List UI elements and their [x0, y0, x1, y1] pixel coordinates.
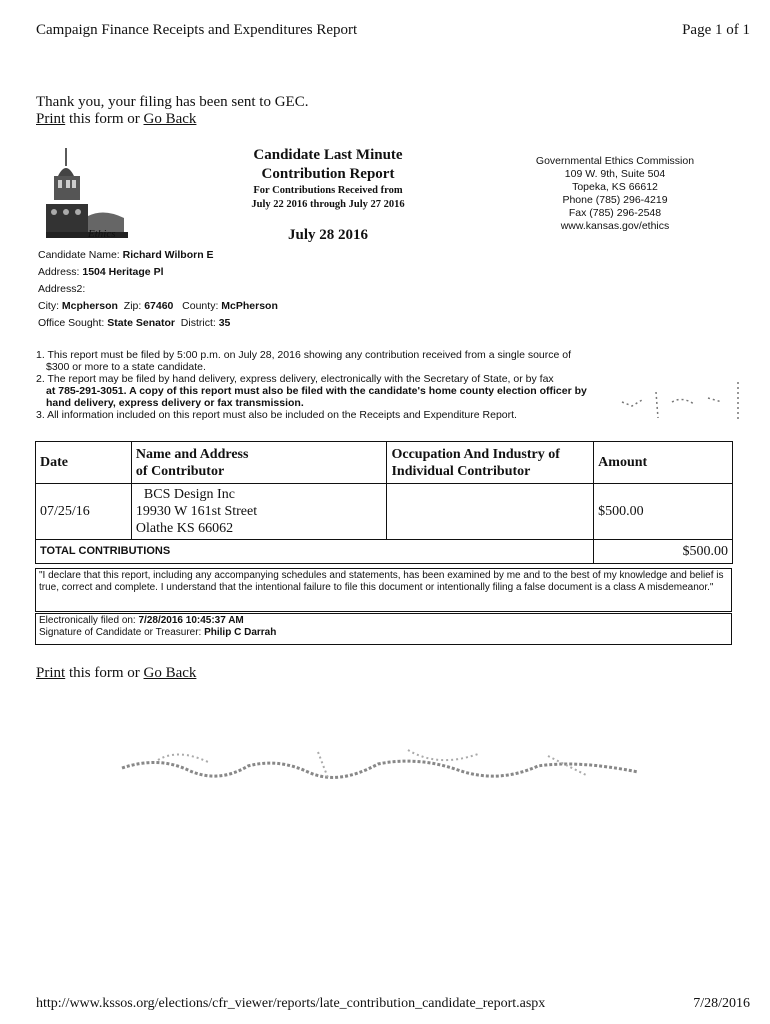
- candidate-address2-row: Address2:: [38, 283, 86, 295]
- district-label: District:: [180, 317, 219, 329]
- note-2a: 2. The report may be filed by hand delivery, express delivery, electronically with the Secretary of State, or by fax: [36, 373, 554, 385]
- ethics-logo: [44, 146, 130, 246]
- go-back-link-bottom[interactable]: Go Back: [143, 665, 197, 681]
- candidate-zip: 67460: [144, 300, 174, 312]
- scan-artifact-signature: [118, 738, 648, 788]
- report-subtitle-2: July 22 2016 through July 27 2016: [251, 199, 405, 210]
- filed-timestamp: 7/28/2016 10:45:37 AM: [138, 615, 244, 626]
- signature-name: Philip C Darrah: [204, 627, 277, 638]
- go-back-link[interactable]: Go Back: [143, 111, 197, 127]
- header-occupation-line1: Occupation And Industry of: [391, 446, 560, 462]
- county-label: County:: [182, 300, 222, 312]
- header-name-line2: of Contributor: [135, 463, 225, 479]
- declaration-box: "I declare that this report, including any accompanying schedules and statements, has been examined by me and to the best of my knowledge and belief is true, correct and complete. I understand that the intentional failure to file this document or intentionally filing a false document is a class A misdemeanor.": [35, 568, 732, 612]
- candidate-name-label: Candidate Name:: [38, 249, 123, 261]
- candidate-county: McPherson: [221, 300, 278, 312]
- footer-url: http://www.kssos.org/elections/cfr_viewer/reports/late_contribution_candidate_report.aspx: [36, 996, 546, 1011]
- filing-instructions: [36, 349, 636, 421]
- signature-row: [39, 627, 728, 639]
- candidate-name: Richard Wilborn E: [122, 249, 214, 261]
- contributor-city: Olathe KS 66062: [135, 521, 234, 536]
- row-contributor: [131, 484, 387, 540]
- signature-label: Signature of Candidate or Treasurer:: [39, 627, 205, 638]
- total-row: [36, 540, 733, 564]
- signature-box: [35, 613, 732, 645]
- logo-text: Ethics: [88, 228, 116, 240]
- filed-row: [39, 615, 728, 627]
- office-label: Office Sought:: [38, 317, 108, 329]
- confirmation-message: Thank you, your filing has been sent to GEC.: [36, 94, 309, 110]
- agency-fax: Fax (785) 296-2548: [568, 207, 662, 219]
- row-date: 07/25/16: [36, 484, 132, 540]
- candidate-city: Mcpherson: [61, 300, 118, 312]
- header-occupation: [387, 442, 594, 484]
- candidate-address-row: [38, 264, 278, 281]
- candidate-district: 35: [218, 317, 231, 329]
- agency-name: Governmental Ethics Commission: [535, 155, 695, 167]
- header-occupation-line2: Individual Contributor: [391, 463, 531, 479]
- print-link[interactable]: Print: [36, 111, 66, 127]
- row-amount: $500.00: [594, 484, 733, 540]
- report-date: July 28 2016: [287, 227, 368, 243]
- agency-web: www.kansas.gov/ethics: [560, 220, 670, 232]
- header-name-line1: Name and Address: [135, 446, 249, 462]
- row-occupation: [387, 484, 594, 540]
- candidate-office: State Senator: [107, 317, 175, 329]
- header-name: [131, 442, 387, 484]
- agency-block: [520, 155, 710, 233]
- note-1b: $300 or more to a state candidate.: [46, 361, 206, 373]
- candidate-info: [38, 247, 278, 332]
- scan-noise: [612, 372, 762, 424]
- note-1a: 1. This report must be filed by 5:00 p.m. on July 28, 2016 showing any contribution received from a single source of: [36, 349, 572, 361]
- total-label: TOTAL CONTRIBUTIONS: [36, 540, 594, 564]
- table-row: [36, 484, 733, 540]
- contributor-name: BCS Design Inc: [143, 487, 235, 502]
- print-header-title: Campaign Finance Receipts and Expenditures Report: [36, 22, 358, 38]
- header-date: Date: [36, 442, 132, 484]
- report-title-block: [228, 146, 428, 245]
- note-2b: at 785-291-3051. A copy of this report must also be filed with the candidate's home county election officer by: [46, 385, 587, 397]
- report-title-2: Contribution Report: [261, 166, 395, 182]
- contributor-street: 19930 W 161st Street: [135, 504, 258, 519]
- filed-label: Electronically filed on:: [39, 615, 139, 626]
- agency-address1: 109 W. 9th, Suite 504: [564, 168, 666, 180]
- capitol-icon: [44, 146, 130, 246]
- address-label: Address:: [38, 266, 83, 278]
- agency-phone: Phone (785) 296-4219: [562, 194, 668, 206]
- agency-address2: Topeka, KS 66612: [572, 181, 658, 193]
- top-links: [36, 111, 196, 128]
- total-amount: $500.00: [594, 540, 733, 564]
- zip-label: Zip:: [123, 300, 145, 312]
- contributions-table: [35, 441, 733, 564]
- print-link-bottom[interactable]: Print: [36, 665, 66, 681]
- candidate-name-row: [38, 247, 278, 264]
- note-3: 3. All information included on this report must also be included on the Receipts and Expenditure Report.: [36, 409, 517, 421]
- note-2c: hand delivery, express delivery or fax transmission.: [46, 397, 304, 409]
- bottom-links: [36, 665, 196, 682]
- print-header-page: Page 1 of 1: [682, 22, 750, 38]
- footer-date: 7/28/2016: [693, 996, 750, 1011]
- candidate-address: 1504 Heritage Pl: [82, 266, 164, 278]
- table-header-row: [36, 442, 733, 484]
- report-subtitle-1: For Contributions Received from: [253, 185, 403, 196]
- city-label: City:: [38, 300, 62, 312]
- links-separator: this form or: [65, 111, 144, 127]
- candidate-city-row: [38, 298, 278, 315]
- report-title-1: Candidate Last Minute: [253, 147, 403, 163]
- header-amount: Amount: [594, 442, 733, 484]
- candidate-office-row: [38, 315, 278, 332]
- links-separator-bottom: this form or: [65, 665, 144, 681]
